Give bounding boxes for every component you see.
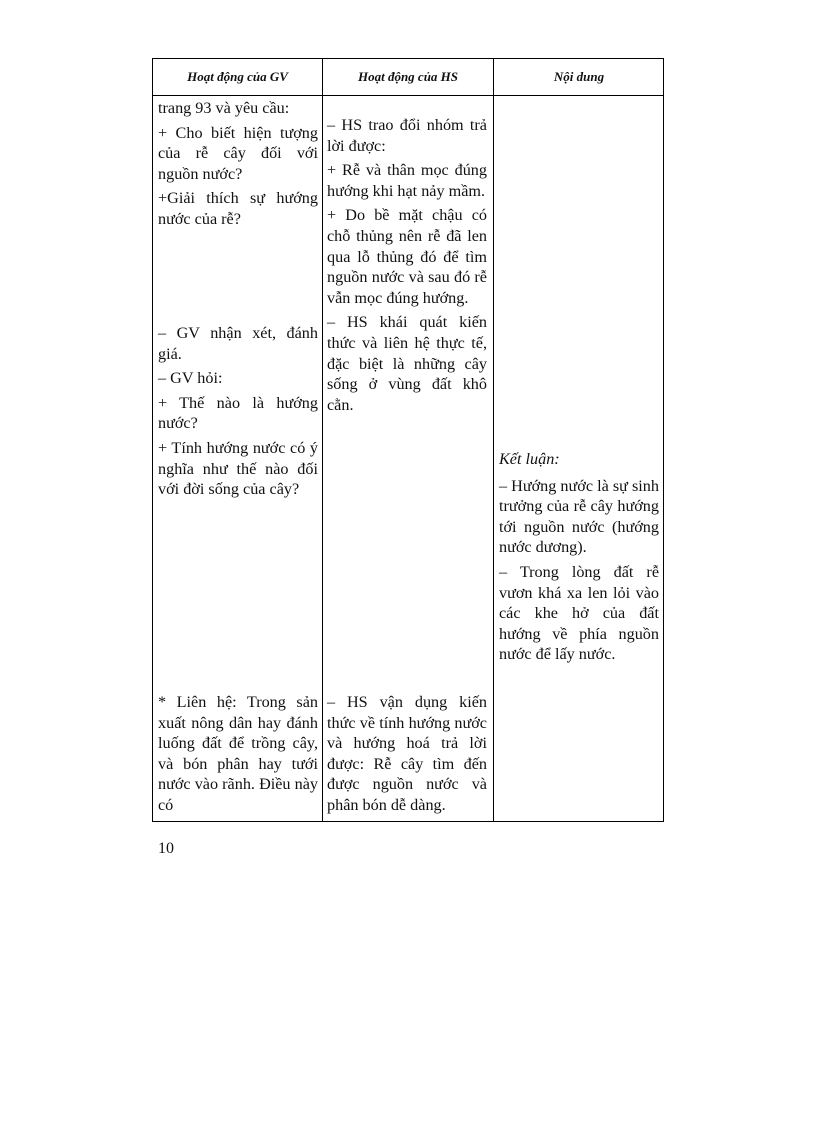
teacher-text: + Cho biết hiện tượng của rễ cây đối với nguồn nước? xyxy=(158,123,318,183)
teacher-activity-block-1 xyxy=(158,98,318,230)
teacher-activity-block-2 xyxy=(158,323,318,500)
teacher-text: +Giải thích sự hướng nước của rễ? xyxy=(158,189,318,228)
activity-table xyxy=(152,58,664,822)
header-divider xyxy=(153,95,663,96)
page-number: 10 xyxy=(158,840,174,857)
teacher-activity-block-3 xyxy=(158,692,318,816)
teacher-text: * Liên hệ: Trong sản xuất nông dân hay đánh luống đất để trồng cây, và bón phân hay tưới nước vào rãnh. Điều này có xyxy=(158,693,318,814)
student-text: – HS vận dụng kiến thức về tính hướng nước và hướng hoá trả lời được: Rễ cây tìm đến được nguồn nước và phân bón dễ dàng. xyxy=(327,693,487,814)
content-text: – Trong lòng đất rễ vươn khá xa len lỏi vào các khe hở của đất hướng về phía nguồn nước để lấy nước. xyxy=(499,562,659,664)
header-content: Nội dung xyxy=(553,69,605,84)
teacher-text: + Thế nào là hướng nước? xyxy=(158,393,318,433)
header-teacher-activity: Hoạt động của GV xyxy=(187,69,288,84)
teacher-text: + Tính hướng nước có ý nghĩa như thế nào đối với đời sống của cây? xyxy=(158,438,318,499)
student-text: + Rễ và thân mọc đúng hướng khi hạt nảy mầm. xyxy=(327,161,487,200)
teacher-text: trang 93 và yêu cầu: xyxy=(158,99,290,117)
conclusion-heading: Kết luận: xyxy=(499,450,560,468)
teacher-text: – GV hỏi: xyxy=(158,369,223,388)
student-activity-block-1 xyxy=(327,115,487,415)
teacher-text: – GV nhận xét, đánh giá. xyxy=(158,324,318,363)
column-divider xyxy=(322,59,323,821)
header-student-activity: Hoạt động của HS xyxy=(357,69,459,84)
column-divider xyxy=(493,59,494,821)
student-text: – HS khái quát kiến thức và liên hệ thực tế, đặc biệt là những cây sống ở vùng đất khô cằn. xyxy=(327,313,487,414)
content-block xyxy=(499,449,659,665)
student-text: + Do bề mặt chậu có chỗ thủng nên rễ đã len qua lỗ thủng đó để tìm nguồn nước và sau đó rễ vẫn mọc đúng hướng. xyxy=(327,206,487,307)
content-text: – Hướng nước là sự sinh trưởng của rễ cây hướng tới nguồn nước (hướng nước dương). xyxy=(499,476,659,557)
student-text: – HS trao đổi nhóm trả lời được: xyxy=(327,116,487,155)
student-activity-block-2 xyxy=(327,692,487,816)
